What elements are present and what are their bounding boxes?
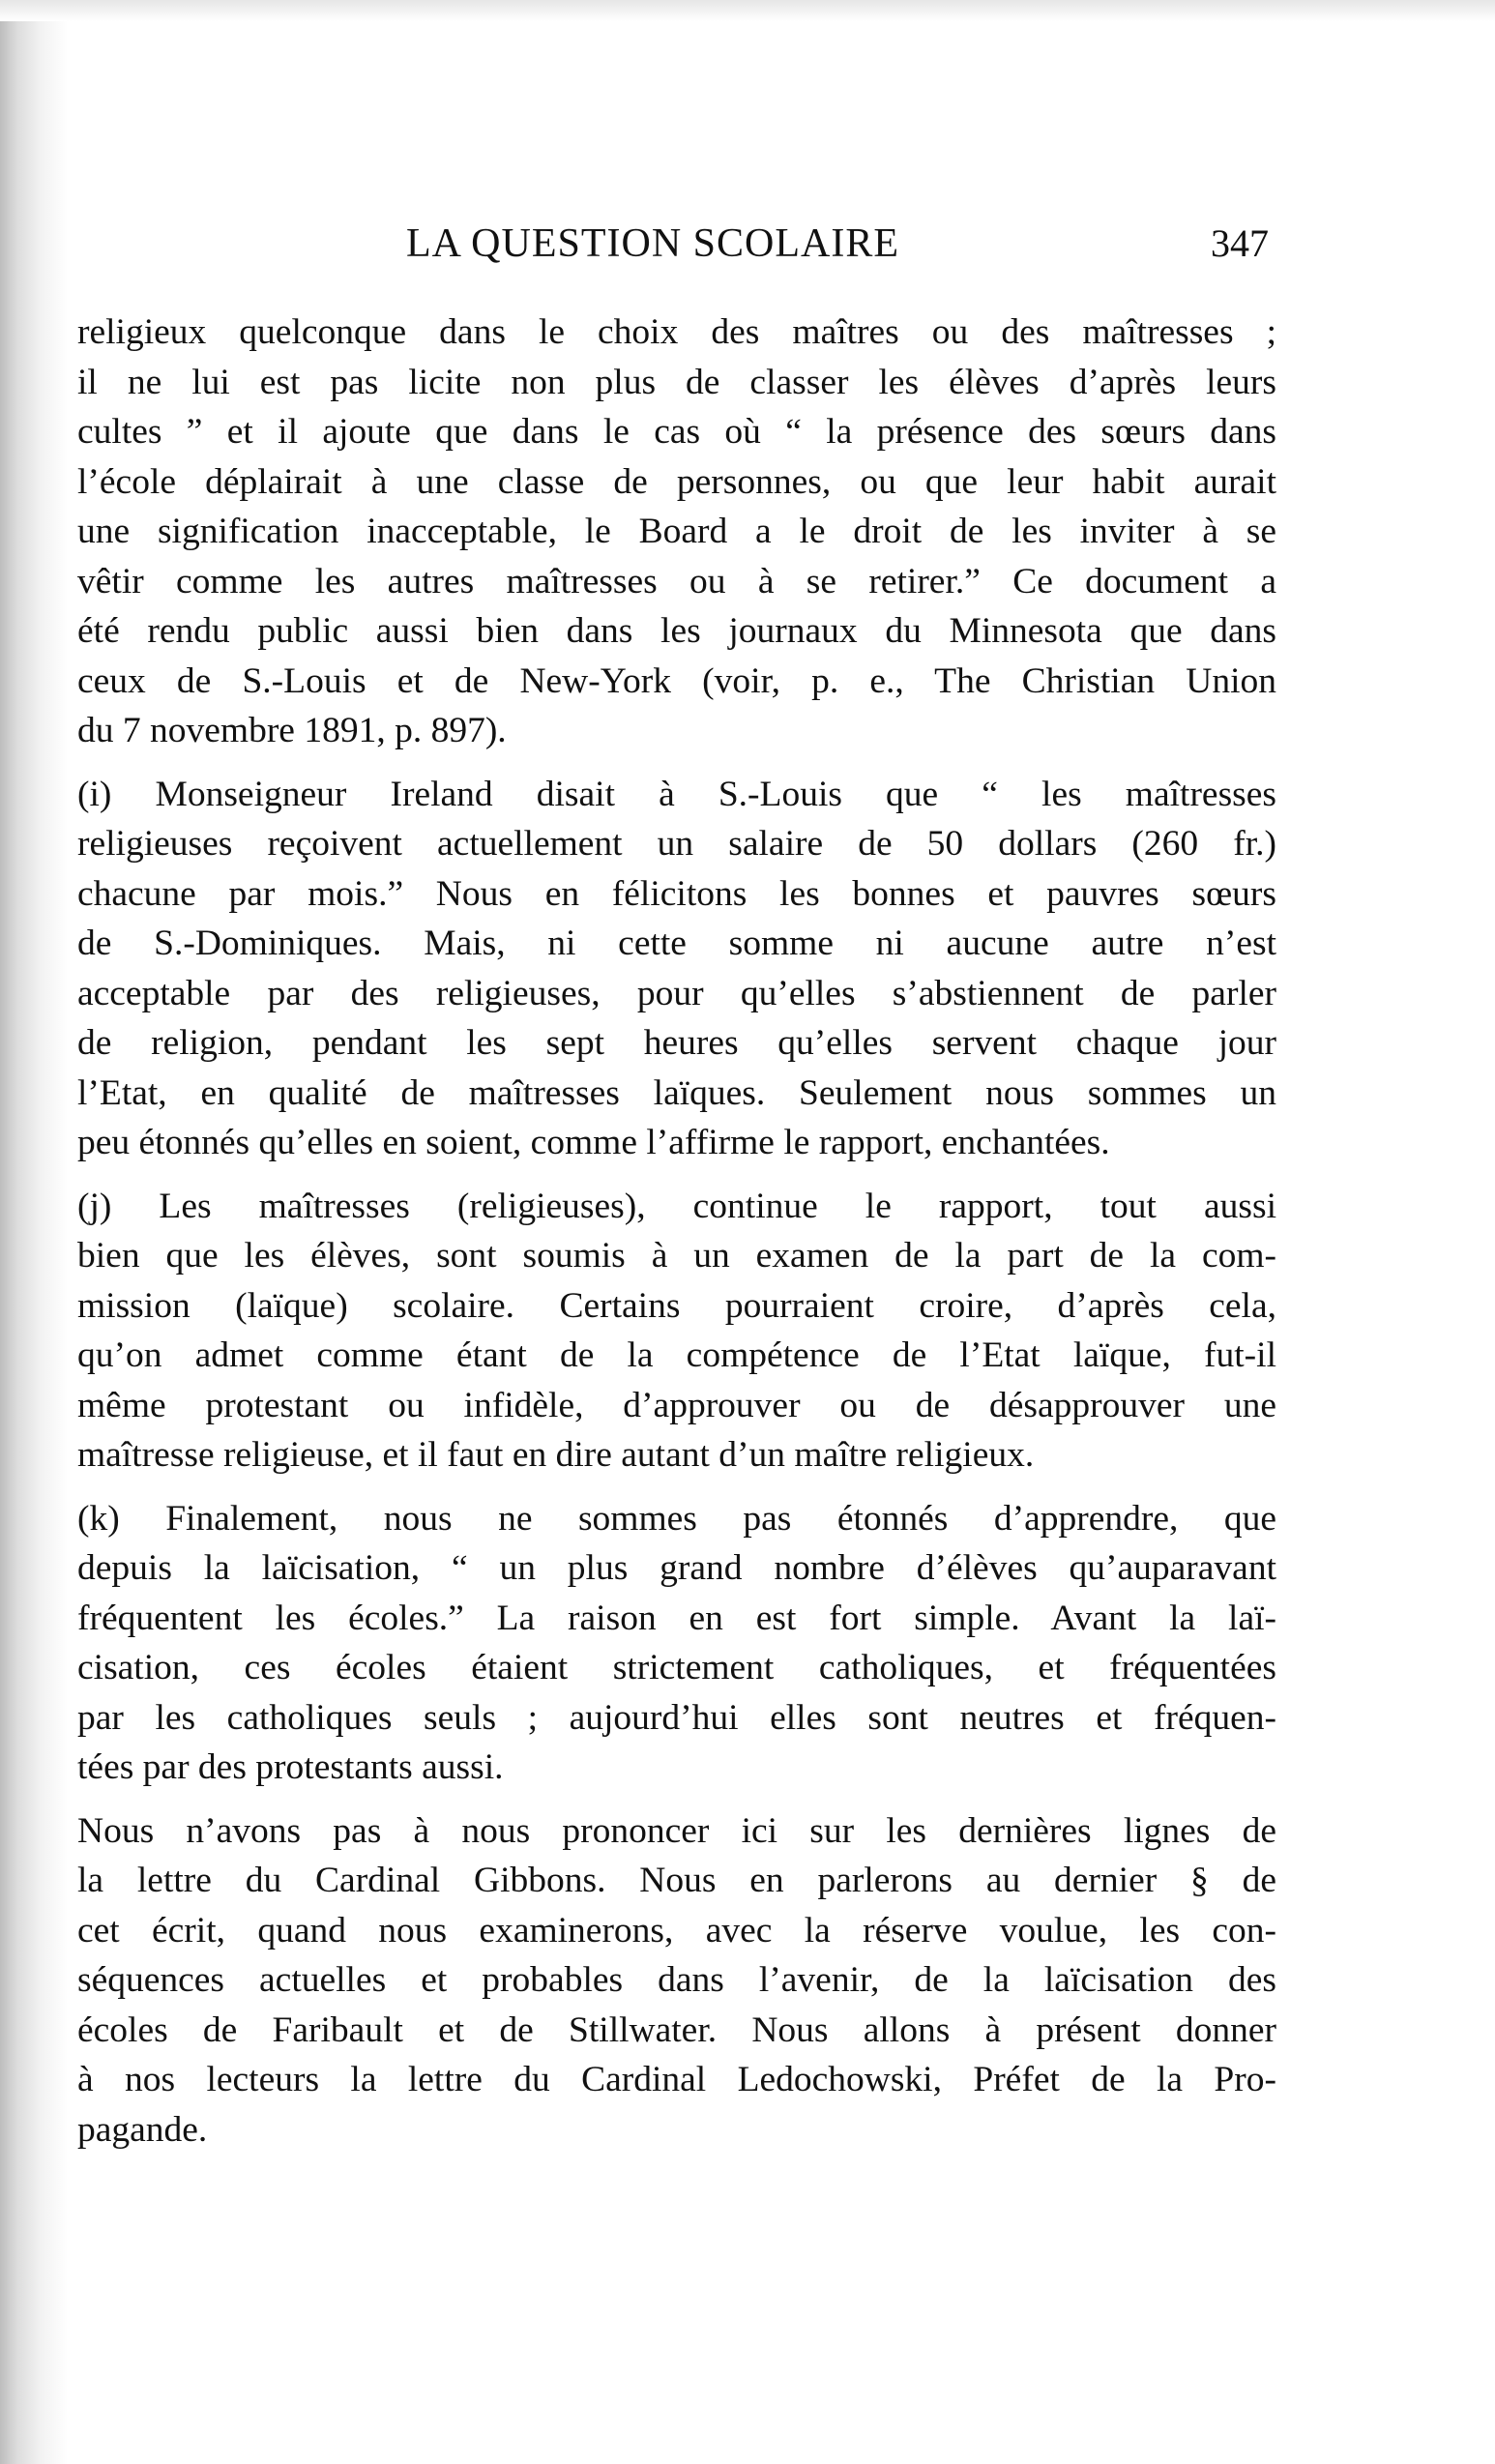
text-line: cisation, ces écoles étaient strictement catholiques, et fréquentées <box>77 1648 1276 1687</box>
text-line: maîtresse religieuse, et il faut en dire autant d’un maître religieux. <box>77 1435 1035 1475</box>
text-line: peu étonnés qu’elles en soient, comme l’affirme le rapport, enchantées. <box>77 1123 1110 1162</box>
text-line: mission (laïque) scolaire. Certains pourraient croire, d’après cela, <box>77 1285 1276 1326</box>
paragraph <box>77 308 1276 756</box>
text-line: (j) Les maîtresses (religieuses), continue le rapport, tout aussi <box>77 1186 1276 1226</box>
text-line: l’Etat, en qualité de maîtresses laïques. Seulement nous sommes un <box>77 1072 1276 1113</box>
text-line: ceux de S.-Louis et de New-York (voir, p. e., The Christian Union <box>77 660 1276 701</box>
text-line: acceptable par des religieuses, pour qu’elles s’abstiennent de parler <box>77 973 1276 1013</box>
paragraph <box>77 1494 1276 1793</box>
text-line: écoles de Faribault et de Stillwater. Nous allons à présent donner <box>77 2009 1276 2050</box>
text-line: (i) Monseigneur Ireland disait à S.-Louis que “ les maîtresses <box>77 774 1276 814</box>
paragraph <box>77 1182 1276 1481</box>
text-line: par les catholiques seuls ; aujourd’hui elles sont neutres et fréquen- <box>77 1697 1276 1738</box>
paragraph <box>77 770 1276 1168</box>
text-line: à nos lecteurs la lettre du Cardinal Ledochowski, Préfet de la Pro- <box>77 2060 1276 2099</box>
text-line: séquences actuelles et probables dans l’avenir, de la laïcisation des <box>77 1960 1276 2000</box>
text-line: une signification inacceptable, le Board a le droit de les inviter à se <box>77 512 1276 551</box>
text-line: du 7 novembre 1891, p. 897). <box>77 711 507 750</box>
text-line: religieux quelconque dans le choix des maîtres ou des maîtresses ; <box>77 312 1276 352</box>
text-line: l’école déplairait à une classe de personnes, ou que leur habit aurait <box>77 461 1276 502</box>
scan-top-edge <box>0 0 1495 21</box>
paragraph <box>77 1806 1276 2156</box>
page-header <box>0 220 1495 279</box>
text-line: même protestant ou infidèle, d’approuver ou de désapprouver une <box>77 1385 1276 1425</box>
scan-left-edge <box>0 0 68 2464</box>
text-line: fréquentent les écoles.” La raison en est fort simple. Avant la laï- <box>77 1598 1276 1638</box>
text-line: qu’on admet comme étant de la compétence de l’Etat laïque, fut-il <box>77 1335 1276 1375</box>
text-line: cultes ” et il ajoute que dans le cas où “ la présence des sœurs dans <box>77 412 1276 452</box>
text-line: la lettre du Cardinal Gibbons. Nous en parlerons au dernier § de <box>77 1861 1276 1900</box>
text-line: depuis la laïcisation, “ un plus grand nombre d’élèves qu’auparavant <box>77 1548 1276 1588</box>
text-line: pagande. <box>77 2109 208 2150</box>
text-line: vêtir comme les autres maîtresses ou à se retirer.” Ce document a <box>77 561 1276 601</box>
page-number: 347 <box>1211 221 1269 265</box>
text-line: religieuses reçoivent actuellement un salaire de 50 dollars (260 fr.) <box>77 824 1276 864</box>
text-line: tées par des protestants aussi. <box>77 1747 504 1787</box>
text-line: (k) Finalement, nous ne sommes pas étonnés d’apprendre, que <box>77 1498 1276 1539</box>
text-line: été rendu public aussi bien dans les journaux du Minnesota que dans <box>77 611 1276 651</box>
text-line: Nous n’avons pas à nous prononcer ici sur les dernières lignes de <box>77 1810 1276 1851</box>
body-text <box>77 308 1276 2168</box>
text-line: de S.-Dominiques. Mais, ni cette somme ni aucune autre n’est <box>77 924 1276 963</box>
running-title: LA QUESTION SCOLAIRE <box>406 221 899 266</box>
text-line: de religion, pendant les sept heures qu’elles servent chaque jour <box>77 1023 1276 1063</box>
text-line: cet écrit, quand nous examinerons, avec la réserve voulue, les con- <box>77 1910 1276 1951</box>
text-line: il ne lui est pas licite non plus de classer les élèves d’après leurs <box>77 362 1276 402</box>
text-line: chacune par mois.” Nous en félicitons les bonnes et pauvres sœurs <box>77 873 1276 914</box>
text-line: bien que les élèves, sont soumis à un examen de la part de la com- <box>77 1236 1276 1276</box>
